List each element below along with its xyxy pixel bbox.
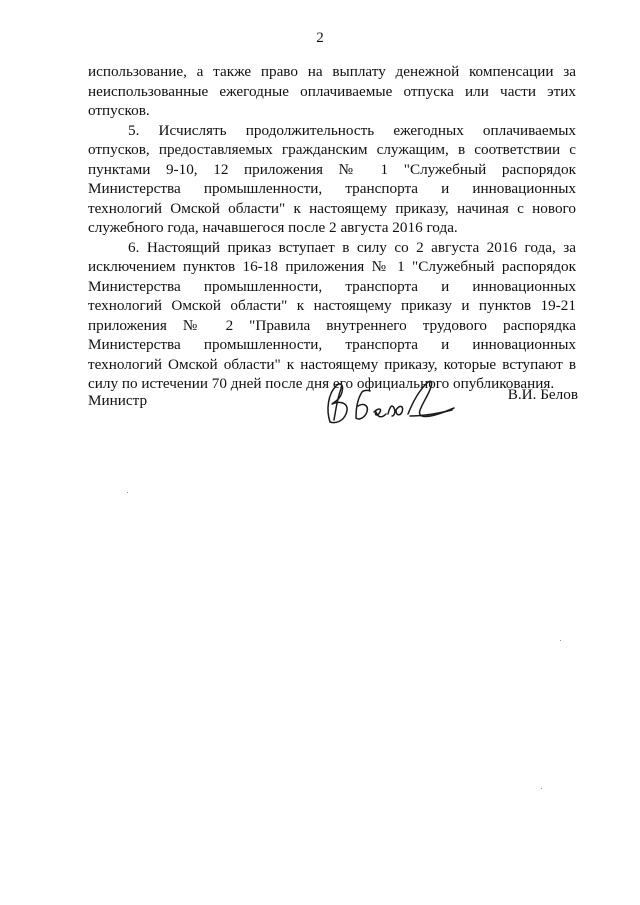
document-body	[88, 62, 576, 394]
paragraph-item-6: 6. Настоящий приказ вступает в силу со 2 августа 2016 года, за исключением пунктов 16-18 приложения № 1 "Служебный распорядок Министерства промышленности, транспорта и инновационных технологий Омской области" к настоящему приказу и пунктов 19-21 приложения № 2 "Правила внутреннего трудового распорядка Министерства промышленности, транспорта и инновационных технологий Омской области" к настоящему приказу, которые вступают в силу по истечении 70 дней после дня его официального опубликования.	[88, 238, 576, 392]
paragraph-continuation: использование, а также право на выплату денежной компенсации за неиспользованные ежегодные оплачиваемые отпуска или части этих отпусков.	[88, 63, 576, 119]
signature-block	[88, 374, 578, 434]
signatory-name: В.И. Белов	[507, 386, 578, 403]
paragraph-item-5: 5. Исчислять продолжительность ежегодных оплачиваемых отпусков, предоставляемых гражданским служащим, в соответствии с пунктами 9-10, 12 приложения № 1 "Служебный распорядок Министерства промышленности, транспорта и инновационных технологий Омской области" к настоящему приказу, начиная с нового служебного года, начавшегося после 2 августа 2016 года.	[88, 121, 576, 236]
scan-speck	[541, 788, 542, 789]
signatory-title: Министр	[88, 392, 148, 409]
page-number: 2	[316, 30, 324, 46]
handwritten-signature	[316, 374, 466, 430]
scan-speck	[127, 492, 128, 493]
scan-speck	[560, 640, 561, 641]
